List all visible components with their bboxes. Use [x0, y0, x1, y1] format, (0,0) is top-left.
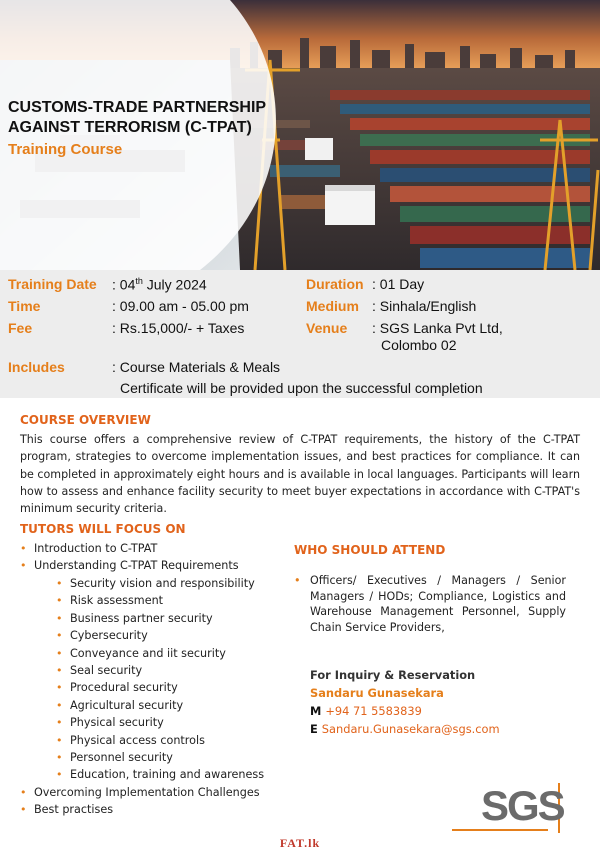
venue-label: Venue [306, 320, 348, 336]
list-item-text: Education, training and awareness [70, 768, 265, 782]
includes-value [112, 359, 280, 375]
fee-label: Fee [8, 320, 33, 336]
bullet-icon: • [56, 611, 63, 625]
mobile-number[interactable]: +94 71 5583839 [325, 704, 422, 718]
bullet-icon: • [56, 646, 63, 660]
title-block [8, 98, 288, 158]
contact-heading: For Inquiry & Reservation [310, 668, 476, 682]
contact-block [310, 666, 500, 738]
medium-label: Medium [306, 298, 359, 314]
bullet-icon: • [56, 733, 63, 747]
bullet-icon: • [56, 681, 63, 695]
sgs-logo [452, 783, 592, 835]
list-item-text: Personnel security [70, 750, 173, 764]
separator: : [372, 320, 376, 336]
course-subtitle: Training Course [8, 141, 123, 158]
includes-line-1: Course Materials & Meals [119, 359, 281, 375]
list-item [56, 766, 264, 783]
email-link[interactable]: Sandaru.Gunasekara@sgs.com [321, 722, 500, 736]
venue-line-2: Colombo 02 [381, 337, 457, 353]
duration-value [372, 276, 424, 292]
contact-mobile-row [310, 702, 500, 720]
venue-value [372, 320, 503, 336]
overview-text: This course offers a comprehensive review of C-TPAT requirements, the history of the C-TPAT program, strategies to overcome implementation issues, and best practices for compliance. It can be completed in approximately eight hours and is available in local languages. Participants will learn how to assess and enhance facility security to meet buyer expectations in accordance with C-TPAT's minimum security criteria. [20, 433, 580, 516]
bullet-icon: • [56, 768, 63, 782]
course-details [0, 270, 600, 398]
list-item-text: Cybersecurity [70, 629, 148, 643]
list-item [56, 627, 264, 644]
list-item-text: Overcoming Implementation Challenges [34, 786, 260, 799]
list-item [56, 575, 264, 592]
list-item [56, 645, 264, 662]
list-item-text: Business partner security [70, 611, 213, 625]
list-item-text: Agricultural security [70, 698, 184, 712]
focus-heading: TUTORS WILL FOCUS ON [20, 522, 186, 536]
includes-label: Includes [8, 359, 65, 375]
time-text: 09.00 am - 05.00 pm [119, 298, 249, 314]
list-item [56, 749, 264, 766]
bullet-icon: • [56, 698, 63, 712]
time-label: Time [8, 298, 41, 314]
bullet-icon: • [20, 542, 27, 555]
list-item [56, 679, 264, 696]
list-item [20, 557, 239, 574]
list-item [56, 662, 264, 679]
includes-line-2: Certificate will be provided upon the successful completion [120, 380, 483, 396]
bullet-icon: • [20, 559, 27, 573]
footer-watermark: FAT.lk [279, 836, 321, 850]
list-item-text: Risk assessment [70, 594, 164, 608]
duration-text: 01 Day [379, 276, 425, 292]
list-item [20, 540, 239, 557]
separator: : [112, 359, 116, 375]
training-date-suffix: th [135, 276, 143, 286]
bullet-icon: • [56, 716, 63, 730]
overview-heading: COURSE OVERVIEW [20, 413, 151, 427]
list-item-text: Physical security [70, 716, 164, 730]
list-item [56, 592, 264, 609]
training-date-value [112, 276, 207, 293]
bullet-icon: • [20, 786, 27, 799]
fee-text: Rs.15,000/- + Taxes [119, 320, 245, 336]
course-title: CUSTOMS-TRADE PARTNERSHIP AGAINST TERRORISM (C-TPAT) [8, 99, 266, 136]
separator: : [372, 276, 376, 292]
bullet-icon: • [56, 594, 63, 608]
mobile-label: M [310, 704, 322, 718]
focus-bottom-list [20, 784, 260, 819]
contact-email-row [310, 720, 500, 738]
medium-value [372, 298, 476, 314]
list-item [20, 801, 260, 818]
list-item [56, 610, 264, 627]
who-text: Officers/ Executives / Managers / Senior Managers / HODs; Compliance, Logistics and Warehouse Management Personnel, Supply Chain Service Providers, [310, 574, 566, 634]
bullet-icon: • [56, 750, 63, 764]
email-label: E [310, 722, 318, 736]
bullet-icon: • [56, 577, 63, 590]
medium-text: Sinhala/English [379, 298, 477, 314]
list-item-text: Seal security [70, 663, 143, 677]
list-item-text: Physical access controls [70, 733, 205, 747]
sgs-logo-text: SGS [481, 782, 564, 829]
list-item-text: Introduction to C-TPAT [34, 542, 158, 555]
list-item-text: Understanding C-TPAT Requirements [34, 559, 239, 573]
bullet-icon: • [56, 629, 63, 643]
separator: : [112, 276, 116, 293]
training-date-day: 04 [119, 276, 136, 293]
venue-line-1: SGS Lanka Pvt Ltd, [379, 320, 503, 336]
focus-top-list [20, 540, 239, 575]
fee-value [112, 320, 244, 336]
list-item [56, 714, 264, 731]
separator: : [372, 298, 376, 314]
focus-sub-list [56, 575, 264, 784]
separator: : [112, 320, 116, 336]
list-item-text: Conveyance and iit security [70, 646, 226, 660]
time-value [112, 298, 249, 314]
list-item [56, 697, 264, 714]
logo-rule [452, 829, 548, 831]
training-date-label: Training Date [8, 276, 97, 292]
duration-label: Duration [306, 276, 364, 292]
list-item-text: Security vision and responsibility [70, 577, 255, 590]
who-text-block [294, 573, 566, 635]
bullet-icon: • [294, 574, 301, 587]
bullet-icon: • [20, 803, 27, 817]
list-item-text: Procedural security [70, 681, 178, 695]
separator: : [112, 298, 116, 314]
bullet-icon: • [56, 663, 63, 677]
list-item [56, 732, 264, 749]
list-item [20, 784, 260, 801]
contact-name: Sandaru Gunasekara [310, 686, 444, 700]
who-heading: WHO SHOULD ATTEND [294, 543, 446, 557]
hero-banner [0, 0, 600, 270]
list-item-text: Best practises [34, 803, 114, 817]
training-date-rest: July 2024 [146, 276, 207, 293]
